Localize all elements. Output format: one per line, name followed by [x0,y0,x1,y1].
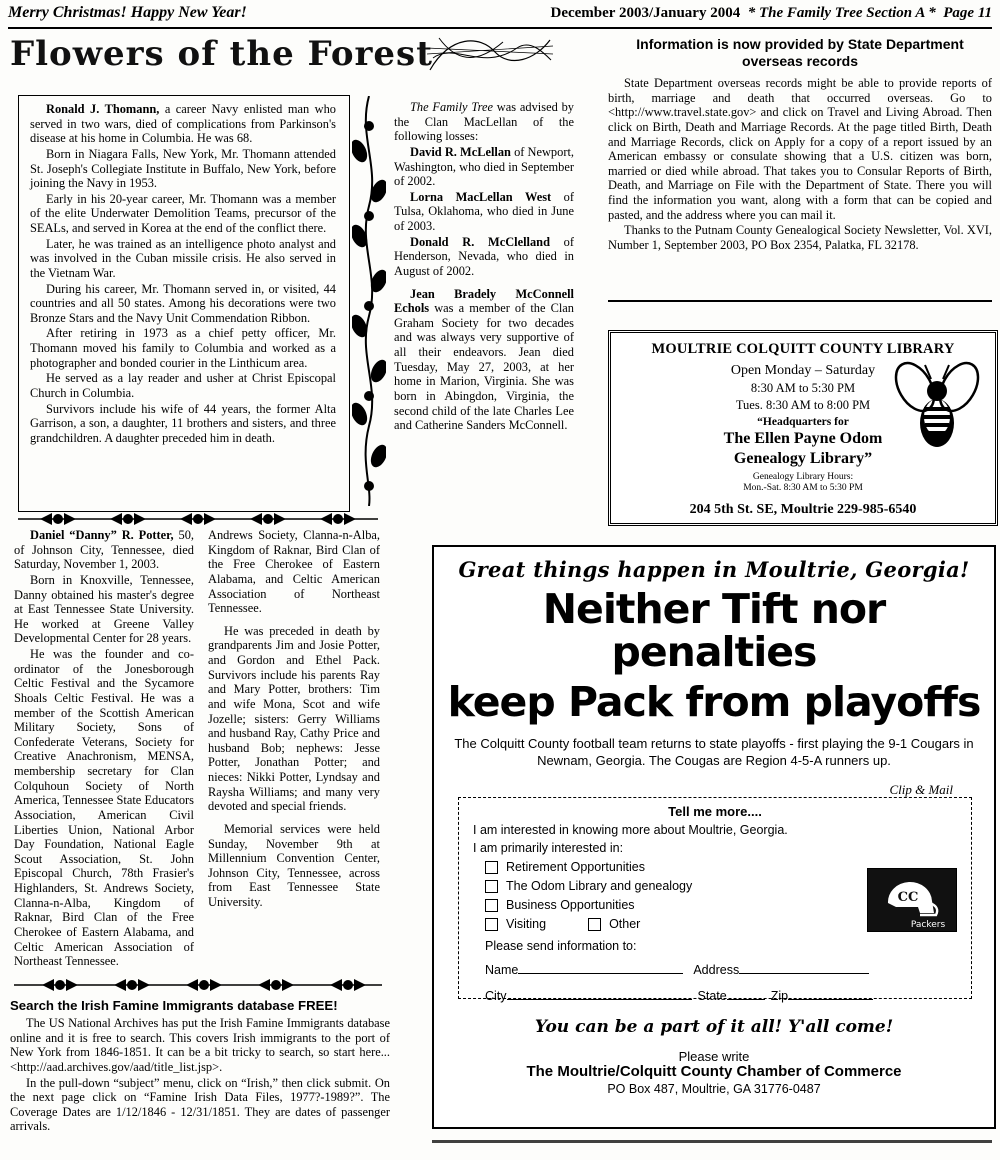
potter-para-4: Memorial services were held Sunday, November 9th at Millennium Convention Center, Johnson City, Tennessee, across from East Tennessee State University. [208,821,380,909]
masthead [8,4,992,26]
potter-para-1: Born in Knoxville, Tennessee, Danny obtained his master's degree at East Tennessee State University. He worked at Greene Valley Developmental Center for 28 years. [14,572,194,646]
obit-para-2: Early in his 20-year career, Mr. Thomann was a member of the elite Underwater Demolition Teams, precursor of the SEALs, and served in Korea at the end of the conflict there. [30,191,336,235]
masthead-page: Page 11 [943,5,992,21]
potter-para-3: He was preceded in death by grandparents Jim and Josie Potter, and Gordon and Ethel Pack. Survivors include his parents Ray and Mary Potter, brothers: Tim and wife Mona, Scot and wife Jozelle; sisters: Gerry Williams and husband Ray, Cathy Price and husband Bob; nephews: Jesse Potter, Jonathan Potter; and nieces: Nikki Potter, Lyndsay and Raysha Williams; and many very devoted and special friends. [208,623,380,814]
irish-para-1: In the pull-down “subject” menu, click on “Irish,” then click submit. On the next page click on “Famine Irish Data Files, 1977?-1989?”. The Coverage Dates are 1/12/1846 - 12/31/1851. They are dates of passenger arrivals. [10,1075,390,1134]
potter-para-2: He was the founder and co-ordinator of the Jonesborough Celtic Festival and the Sycamore Shoals Celtic Festival. He was a member of the Scottish American Military Society, Sons of Confederate Veterans, Society for Creative Anachronism, MENSA, membership secretary for Clan Colquhoun Society of North America, Tennessee State Educators Association, American Civil Liberties Union, National Arbor Day Foundation, National Eagle Scout Association, St. John Episcopal Church, 78th Frasier's Highlanders, St. Andrews Society, Clanna-n-Alba, Kingdom of Raknar, Bird Clan of the Free Cherokee of Eastern Alabama, and Celtic American Association of Northeast Tennessee. [14,647,194,969]
coupon-state-label: State [697,989,727,1003]
maclellan-name-0: David R. McLellan [410,144,511,159]
checkbox-other[interactable] [588,918,601,931]
library-odom-1: The Ellen Payne Odom [723,430,883,447]
moultrie-please-write: Please write [678,1049,750,1064]
coupon-city-input[interactable] [507,999,692,1000]
maclellan-rest-0: of Newport, Washington, who died in September of 2002. [394,144,574,189]
coupon-city-label: City [485,989,507,1003]
library-hq-text: “Headquarters for [757,416,849,428]
library-advertisement[interactable] [608,330,998,526]
bee-illustration-icon [891,351,983,451]
coupon-city-row[interactable] [485,989,971,1003]
obit-name: Ronald J. Thomann, [46,102,160,116]
vine-ornament [352,96,386,506]
coupon-zip-label: Zip [770,989,789,1003]
potter-para-2-cont: Andrews Society, Clanna-n-Alba, Kingdom of Raknar, Bird Clan of the Free Cherokee of Eastern Alabama, and Celtic American Association of Northeast Tennessee. [208,528,380,616]
moultrie-script-headline: Great things happen in Moultrie, Georgia! [458,557,970,582]
masthead-issue [551,5,993,22]
moultrie-coupon[interactable] [458,782,972,1003]
moultrie-subhead: The Colquitt County football team returns to state playoffs - first playing the 9-1 Cougars in Newnam, Georgia. The Cougas are Region 4-5-A runners up. [454,736,974,768]
checkbox-odom-library[interactable] [485,880,498,893]
coupon-address-input[interactable] [739,973,869,974]
maclellan-notices [394,100,574,434]
library-genealogy-hours: Mon.-Sat. 8:30 AM to 5:30 PM [743,483,863,494]
moultrie-advertisement[interactable] [432,545,996,1129]
coupon-option-0: Retirement Opportunities [506,860,645,874]
svg-text:CC: CC [897,890,919,905]
library-hours-1: 8:30 AM to 5:30 PM [750,381,856,395]
obituary-potter-col2 [208,528,380,911]
coupon-zip-input[interactable] [788,999,873,1000]
ornament-divider-1 [18,512,378,526]
coupon-option-3: Visiting [506,917,547,931]
packers-helmet-logo [867,868,957,932]
coupon-send-to: Please send information to: [485,939,637,953]
family-tree-italic: The Family Tree [410,100,493,114]
obit-para-5: After retiring in 1973 as a chief petty officer, Mr. Thomann moved his family to Columbia and worked as a photographer and bonded courier in the Linthicum area. [30,326,336,370]
moultrie-headline-line2: keep Pack from playoffs [447,677,981,726]
moultrie-foot-script: You can be a part of it all! Y'all come! [534,1017,894,1037]
potter-name: Daniel “Danny” R. Potter, [30,528,174,542]
coupon-address-label: Address [693,963,740,977]
coupon-name-label: Name [485,963,519,977]
maclellan-rest-1: of Tulsa, Oklahoma, who died in June of 2003. [394,189,575,233]
coupon-option-2: Business Opportunities [506,898,635,912]
library-hours-2: Tues. 8:30 AM to 8:00 PM [735,398,871,412]
obituary-thomann [30,102,336,446]
ornament-divider-2 [14,978,382,992]
masthead-rule [8,27,992,29]
coupon-name-input[interactable] [518,973,683,974]
maclellan-name-2: Donald R. McClelland [410,234,550,249]
library-odom-2: Genealogy Library” [733,450,873,468]
irish-famine-article [10,1016,390,1135]
coupon-line-1: I am interested in knowing more about Moultrie, Georgia. [473,823,788,837]
masthead-greeting: Merry Christmas! Happy New Year! [8,4,247,21]
library-address: 204 5th St. SE, Moultrie 229-985-6540 [689,501,917,517]
irish-famine-headline: Search the Irish Famine Immigrants database FREE! [10,998,338,1013]
library-open: Open Monday – Saturday [730,363,876,378]
state-dept-para-1: Thanks to the Putnam County Genealogical Society Newsletter, Vol. XVI, Number 1, September 2003, PO Box 2354, Palatka, FL 32178. [608,223,992,252]
state-dept-rule [608,300,992,302]
coupon-state-input[interactable] [727,999,765,1000]
page-title: Flowers of the Forest [10,34,433,74]
moultrie-headline-line1: Neither Tift nor penalties [542,585,886,677]
state-dept-headline: Information is now provided by State Department overseas records [636,36,964,69]
coupon-title: Tell me more.... [668,804,762,819]
potter-para-0: 50, of Johnson City, Tennessee, died Saturday, November 1, 2003. [14,528,194,572]
checkbox-visiting[interactable] [485,918,498,931]
echols-name: Jean Bradely McConnell Echols [394,286,574,316]
state-dept-article [608,76,992,254]
coupon-option-1: The Odom Library and genealogy [506,879,693,893]
obit-para-4: During his career, Mr. Thomann served in, or visited, 44 countries and all 50 states. Among his decorations were two Bronze Stars and the Navy Unit Commendation Ribbon. [30,281,336,325]
maclellan-intro: was advised by the Clan MacLellan of the following losses: [394,100,574,144]
obit-para-7: Survivors include his wife of 44 years, the former Alta Garrison, a son, a daughter, 11 brothers and sisters, and three grandchildren. A daughter preceded him in death. [30,401,336,445]
coupon-line-2: I am primarily interested in: [473,841,624,855]
irish-para-0: The US National Archives has put the Irish Famine Immigrants database online and it is free to search. This covers Irish immigrants to the port of New York from 1846-1851. It can be a bit tricky to search, so start here...<http://aad.archives.gov/aad/title_list.jsp>. [10,1016,390,1074]
coupon-option-4: Other [609,917,641,931]
obit-para-3: Later, he was trained as an intelligence photo analyst and was involved in the Cuban missile crisis. He also served in the Vietnam War. [30,236,336,280]
checkbox-retirement[interactable] [485,861,498,874]
obit-para-1: Born in Niagara Falls, New York, Mr. Thomann attended St. Joseph's Collegiate Institute in Buffalo, New York, before joining the Navy in 1953. [30,146,336,191]
page-bottom-edge [432,1140,992,1143]
echols-text: was a member of the Clan Graham Society for two decades and was always very supportive of all their endeavors. Jean died Tuesday, May 27, 2003, at her home in Marion, Virginia. She was born in Abingdon, Virginia, the second child of the late Charles Lee and Catherine Sanders McConnell. [394,301,574,433]
checkbox-business[interactable] [485,899,498,912]
library-name: MOULTRIE COLQUITT COUNTY LIBRARY [651,341,955,357]
maclellan-name-1: Lorna MacLellan West [410,189,552,204]
maclellan-rest-2: of Henderson, Nevada, who died in August of 2002. [394,234,574,278]
masthead-date: December 2003/January 2004 [550,5,741,21]
decorative-scribble [425,30,555,76]
clip-and-mail-note: Clip & Mail [889,782,953,797]
masthead-publication: * The Family Tree Section A * [747,5,936,21]
helmet-label: Packers [910,920,946,930]
moultrie-chamber-name: The Moultrie/Colquitt County Chamber of Commerce [526,1063,902,1080]
coupon-name-row[interactable] [485,963,971,977]
obit-para-0: a career Navy enlisted man who served in two wars, died of complications from Parkinson's disease at his home in Columbia. He was 68. [30,102,337,146]
football-helmet-icon [868,869,956,931]
obituary-potter-col1 [14,528,194,970]
library-genealogy-hours-label: Genealogy Library Hours: [752,471,854,482]
obit-para-6: He served as a lay reader and usher at Christ Episcopal Church in Columbia. [30,371,336,400]
state-dept-para-0: State Department overseas records might be able to provide reports of birth, marriage and death that occurred overseas. Go to <http://www.travel.state.gov> and click on Travel and Living Abroad. Then click on Birth, Death and Marriage Records. At the page titled Birth, Death and Marriage Records, click on Apply for a copy of a report issued by an American embassy or consulate showing that a U.S. citizen was born, married or died while abroad. That takes you to Consular Reports of Birth, Death, and Marriage on File with the Department of State. There you will find the information you want, along with a form that can be copied and pasted, and the address where you can mail it. [608,76,992,222]
moultrie-chamber-address: PO Box 487, Moultrie, GA 31776-0487 [607,1082,821,1096]
